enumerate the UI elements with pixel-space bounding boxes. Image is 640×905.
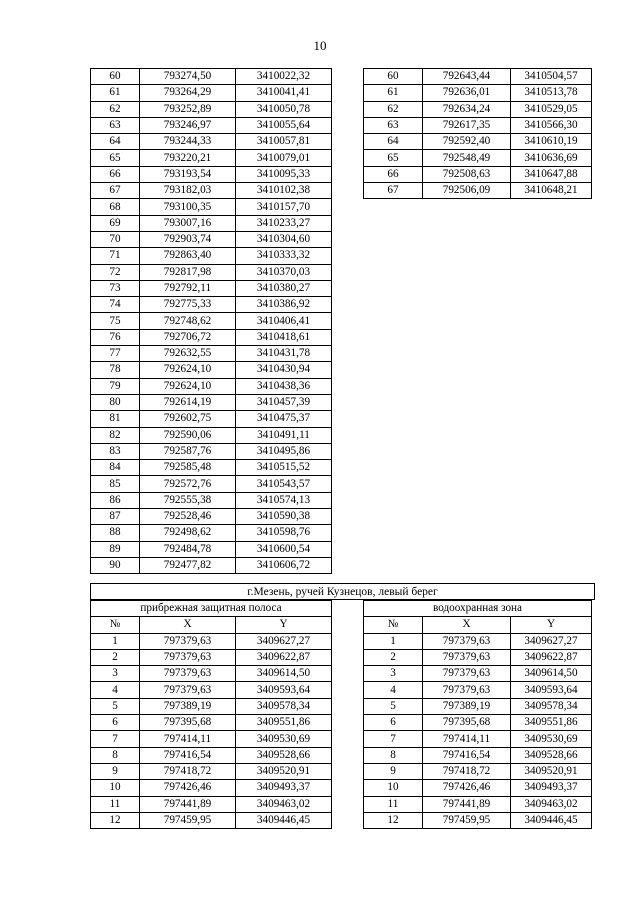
point-number-cell: 84 [91,460,140,476]
table-row [91,346,332,362]
y-coordinate-cell: 3410457,39 [236,394,332,410]
table-row [364,715,592,731]
x-coordinate-cell: 792548,49 [423,150,511,166]
y-coordinate-cell: 3409622,87 [511,649,592,665]
point-number-cell: 10 [364,780,423,796]
y-coordinate-cell: 3410598,76 [236,525,332,541]
x-coordinate-cell: 797379,63 [140,682,236,698]
table-row [91,460,332,476]
x-coordinate-cell: 797416,54 [140,747,236,763]
y-coordinate-cell: 3409551,86 [511,715,592,731]
point-number-cell: 85 [91,476,140,492]
y-coordinate-cell: 3409463,02 [511,796,592,812]
x-coordinate-cell: 793246,97 [140,117,236,133]
x-coordinate-cell: 797426,46 [140,780,236,796]
point-number-cell: 67 [91,183,140,199]
table-row [91,215,332,231]
table-row [364,183,592,199]
x-coordinate-cell: 792634,24 [423,101,511,117]
y-coordinate-cell: 3410491,11 [236,427,332,443]
x-coordinate-cell: 793100,35 [140,199,236,215]
table-row [364,117,592,133]
point-number-cell: 81 [91,411,140,427]
x-coordinate-cell: 792624,10 [140,378,236,394]
x-coordinate-cell: 797379,63 [140,666,236,682]
y-coordinate-cell: 3410022,32 [236,69,332,85]
x-coordinate-cell: 797379,63 [423,649,511,665]
point-number-cell: 74 [91,297,140,313]
y-coordinate-cell: 3409622,87 [236,649,332,665]
y-coordinate-cell: 3410418,61 [236,329,332,345]
y-coordinate-cell: 3410590,38 [236,509,332,525]
y-coordinate-cell: 3409528,66 [511,747,592,763]
table-row [364,101,592,117]
point-number-cell: 61 [91,85,140,101]
table-row [91,633,332,649]
y-coordinate-cell: 3410513,78 [511,85,592,101]
point-number-cell: 79 [91,378,140,394]
point-number-cell: 4 [91,682,140,698]
x-coordinate-cell: 797416,54 [423,747,511,763]
table-row [364,731,592,747]
y-coordinate-cell: 3409627,27 [511,633,592,649]
table-row [91,166,332,182]
y-coordinate-cell: 3410438,36 [236,378,332,394]
y-coordinate-cell: 3410543,57 [236,476,332,492]
point-number-cell: 8 [364,747,423,763]
y-coordinate-cell: 3409614,50 [511,666,592,682]
y-coordinate-cell: 3409520,91 [236,763,332,779]
point-number-cell: 4 [364,682,423,698]
y-coordinate-cell: 3409446,45 [236,812,332,828]
zone-heading-right: водоохранная зона [364,601,592,617]
table-row [91,812,332,828]
x-coordinate-cell: 792484,78 [140,541,236,557]
table-row [364,763,592,779]
x-coordinate-cell: 793193,54 [140,166,236,182]
x-coordinate-cell: 792555,38 [140,492,236,508]
column-header-x: X [140,617,236,633]
x-coordinate-cell: 797379,63 [140,633,236,649]
y-coordinate-cell: 3410079,01 [236,150,332,166]
coastal-protection-strip-table [90,600,332,829]
y-coordinate-cell: 3410304,60 [236,231,332,247]
x-coordinate-cell: 792643,44 [423,69,511,85]
table-row [91,199,332,215]
x-coordinate-cell: 792903,74 [140,231,236,247]
point-number-cell: 88 [91,525,140,541]
point-number-cell: 8 [91,747,140,763]
y-coordinate-cell: 3409528,66 [236,747,332,763]
y-coordinate-cell: 3410055,64 [236,117,332,133]
y-coordinate-cell: 3409493,37 [236,780,332,796]
table-row [91,394,332,410]
table-row [91,763,332,779]
y-coordinate-cell: 3409551,86 [236,715,332,731]
x-coordinate-cell: 797441,89 [140,796,236,812]
y-coordinate-cell: 3410430,94 [236,362,332,378]
y-coordinate-cell: 3410102,38 [236,183,332,199]
y-coordinate-cell: 3410504,57 [511,69,592,85]
table-row [364,633,592,649]
point-number-cell: 5 [91,698,140,714]
x-coordinate-cell: 797395,68 [140,715,236,731]
x-coordinate-cell: 797459,95 [140,812,236,828]
point-number-cell: 70 [91,231,140,247]
point-number-cell: 6 [91,715,140,731]
x-coordinate-cell: 792592,40 [423,134,511,150]
point-number-cell: 61 [364,85,423,101]
table-row [364,69,592,85]
x-coordinate-cell: 793274,50 [140,69,236,85]
x-coordinate-cell: 792508,63 [423,166,511,182]
table-row [91,666,332,682]
point-number-cell: 65 [364,150,423,166]
point-number-cell: 75 [91,313,140,329]
table-row [91,443,332,459]
x-coordinate-cell: 797379,63 [140,649,236,665]
section-title: г.Мезень, ручей Кузнецов, левый берег [90,583,595,600]
table-row [364,134,592,150]
point-number-cell: 83 [91,443,140,459]
table-row [91,698,332,714]
table-row [91,557,332,573]
y-coordinate-cell: 3410157,70 [236,199,332,215]
point-number-cell: 66 [364,166,423,182]
x-coordinate-cell: 792748,62 [140,313,236,329]
column-header-y: Y [511,617,592,633]
table-row [364,150,592,166]
water-protection-zone-table [363,600,592,829]
table-row [364,698,592,714]
x-coordinate-cell: 797414,11 [140,731,236,747]
point-number-cell: 86 [91,492,140,508]
table-row [364,166,592,182]
x-coordinate-cell: 792506,09 [423,183,511,199]
table-row [91,248,332,264]
table-row [364,85,592,101]
y-coordinate-cell: 3410636,69 [511,150,592,166]
y-coordinate-cell: 3409627,27 [236,633,332,649]
x-coordinate-cell: 793252,89 [140,101,236,117]
x-coordinate-cell: 792590,06 [140,427,236,443]
x-coordinate-cell: 792572,76 [140,476,236,492]
x-coordinate-cell: 792706,72 [140,329,236,345]
y-coordinate-cell: 3410610,19 [511,134,592,150]
point-number-cell: 3 [91,666,140,682]
x-coordinate-cell: 797379,63 [423,666,511,682]
table-row [364,780,592,796]
y-coordinate-cell: 3409446,45 [511,812,592,828]
y-coordinate-cell: 3410233,27 [236,215,332,231]
y-coordinate-cell: 3409578,34 [236,698,332,714]
x-coordinate-cell: 792602,75 [140,411,236,427]
point-number-cell: 7 [91,731,140,747]
point-number-cell: 12 [91,812,140,828]
x-coordinate-cell: 797395,68 [423,715,511,731]
point-number-cell: 7 [364,731,423,747]
x-coordinate-cell: 793264,29 [140,85,236,101]
x-coordinate-cell: 797418,72 [423,763,511,779]
column-header-y: Y [236,617,332,633]
point-number-cell: 76 [91,329,140,345]
x-coordinate-cell: 797389,19 [140,698,236,714]
table-row [91,509,332,525]
x-coordinate-cell: 797379,63 [423,633,511,649]
x-coordinate-cell: 793182,03 [140,183,236,199]
table-row [91,411,332,427]
y-coordinate-cell: 3410574,13 [236,492,332,508]
y-coordinate-cell: 3410095,33 [236,166,332,182]
point-number-cell: 63 [91,117,140,133]
y-coordinate-cell: 3410475,37 [236,411,332,427]
x-coordinate-cell: 797459,95 [423,812,511,828]
point-number-cell: 9 [91,763,140,779]
table-row [91,183,332,199]
point-number-cell: 64 [91,134,140,150]
table-row [91,649,332,665]
point-number-cell: 68 [91,199,140,215]
table-row [91,134,332,150]
table-row [91,329,332,345]
page-number: 10 [313,38,327,53]
x-coordinate-cell: 797389,19 [423,698,511,714]
coordinates-table-upper-left [90,68,332,574]
table-row [91,150,332,166]
table-row [364,666,592,682]
y-coordinate-cell: 3409593,64 [511,682,592,698]
y-coordinate-cell: 3410431,78 [236,346,332,362]
point-number-cell: 71 [91,248,140,264]
table-row [91,796,332,812]
x-coordinate-cell: 792624,10 [140,362,236,378]
table-row [91,362,332,378]
point-number-cell: 77 [91,346,140,362]
y-coordinate-cell: 3410566,30 [511,117,592,133]
point-number-cell: 10 [91,780,140,796]
y-coordinate-cell: 3410600,54 [236,541,332,557]
table-row [91,378,332,394]
y-coordinate-cell: 3409614,50 [236,666,332,682]
table-row [91,731,332,747]
table-row [91,231,332,247]
point-number-cell: 67 [364,183,423,199]
x-coordinate-cell: 792636,01 [423,85,511,101]
table-row [91,715,332,731]
y-coordinate-cell: 3410041,41 [236,85,332,101]
y-coordinate-cell: 3410606,72 [236,557,332,573]
point-number-cell: 66 [91,166,140,182]
point-number-cell: 2 [364,649,423,665]
x-coordinate-cell: 792498,62 [140,525,236,541]
table-row [91,297,332,313]
table-row [91,85,332,101]
table-row [364,682,592,698]
point-number-cell: 9 [364,763,423,779]
table-row [91,682,332,698]
x-coordinate-cell: 792614,19 [140,394,236,410]
y-coordinate-cell: 3410386,92 [236,297,332,313]
point-number-cell: 87 [91,509,140,525]
point-number-cell: 2 [91,649,140,665]
table-row [364,812,592,828]
y-coordinate-cell: 3410647,88 [511,166,592,182]
table-row [91,747,332,763]
x-coordinate-cell: 793007,16 [140,215,236,231]
table-row [91,525,332,541]
table-row [91,427,332,443]
table-row [364,649,592,665]
point-number-cell: 69 [91,215,140,231]
point-number-cell: 64 [364,134,423,150]
y-coordinate-cell: 3409493,37 [511,780,592,796]
column-header-number: № [91,617,140,633]
x-coordinate-cell: 797426,46 [423,780,511,796]
column-header-number: № [364,617,423,633]
x-coordinate-cell: 792587,76 [140,443,236,459]
table-row [91,69,332,85]
point-number-cell: 90 [91,557,140,573]
y-coordinate-cell: 3410370,03 [236,264,332,280]
x-coordinate-cell: 792477,82 [140,557,236,573]
table-row [91,541,332,557]
point-number-cell: 73 [91,280,140,296]
point-number-cell: 78 [91,362,140,378]
x-coordinate-cell: 792863,40 [140,248,236,264]
point-number-cell: 80 [91,394,140,410]
point-number-cell: 82 [91,427,140,443]
x-coordinate-cell: 792528,46 [140,509,236,525]
table-row [364,796,592,812]
table-row [91,492,332,508]
table-row [91,264,332,280]
point-number-cell: 72 [91,264,140,280]
y-coordinate-cell: 3410529,05 [511,101,592,117]
y-coordinate-cell: 3410515,52 [236,460,332,476]
table-row [91,780,332,796]
y-coordinate-cell: 3409520,91 [511,763,592,779]
y-coordinate-cell: 3410050,78 [236,101,332,117]
table-row [364,747,592,763]
x-coordinate-cell: 797379,63 [423,682,511,698]
point-number-cell: 60 [91,69,140,85]
y-coordinate-cell: 3410333,32 [236,248,332,264]
column-header-x: X [423,617,511,633]
point-number-cell: 5 [364,698,423,714]
point-number-cell: 11 [91,796,140,812]
point-number-cell: 1 [91,633,140,649]
x-coordinate-cell: 797418,72 [140,763,236,779]
y-coordinate-cell: 3410495,86 [236,443,332,459]
point-number-cell: 12 [364,812,423,828]
point-number-cell: 1 [364,633,423,649]
y-coordinate-cell: 3409578,34 [511,698,592,714]
x-coordinate-cell: 797414,11 [423,731,511,747]
y-coordinate-cell: 3410380,27 [236,280,332,296]
x-coordinate-cell: 792632,55 [140,346,236,362]
y-coordinate-cell: 3410057,81 [236,134,332,150]
point-number-cell: 6 [364,715,423,731]
x-coordinate-cell: 793220,21 [140,150,236,166]
x-coordinate-cell: 793244,33 [140,134,236,150]
y-coordinate-cell: 3409530,69 [511,731,592,747]
zone-heading-left: прибрежная защитная полоса [91,601,332,617]
point-number-cell: 62 [364,101,423,117]
y-coordinate-cell: 3409593,64 [236,682,332,698]
point-number-cell: 63 [364,117,423,133]
x-coordinate-cell: 792585,48 [140,460,236,476]
point-number-cell: 89 [91,541,140,557]
x-coordinate-cell: 797441,89 [423,796,511,812]
table-row [91,117,332,133]
table-row [91,280,332,296]
x-coordinate-cell: 792792,11 [140,280,236,296]
point-number-cell: 11 [364,796,423,812]
x-coordinate-cell: 792775,33 [140,297,236,313]
coordinates-table-upper-right [363,68,592,199]
point-number-cell: 65 [91,150,140,166]
table-row [91,101,332,117]
point-number-cell: 62 [91,101,140,117]
y-coordinate-cell: 3410406,41 [236,313,332,329]
x-coordinate-cell: 792617,35 [423,117,511,133]
table-row [91,313,332,329]
table-row [91,476,332,492]
y-coordinate-cell: 3410648,21 [511,183,592,199]
point-number-cell: 60 [364,69,423,85]
point-number-cell: 3 [364,666,423,682]
y-coordinate-cell: 3409463,02 [236,796,332,812]
y-coordinate-cell: 3409530,69 [236,731,332,747]
x-coordinate-cell: 792817,98 [140,264,236,280]
